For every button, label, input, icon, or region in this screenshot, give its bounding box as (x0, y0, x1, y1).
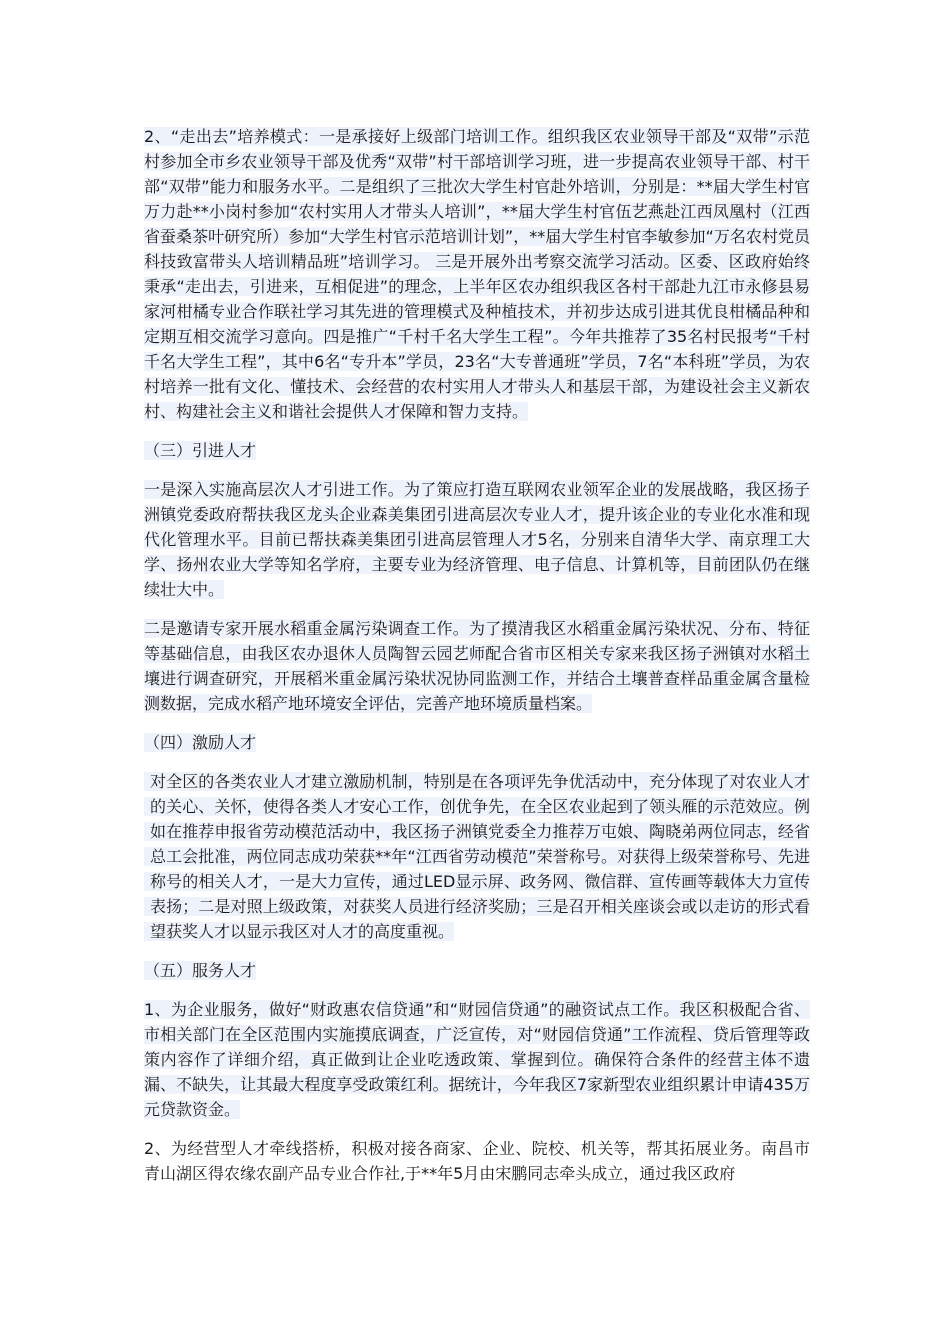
paragraph-training-model (144, 124, 810, 424)
paragraph-text: 2、“走出去”培养模式：一是承接好上级部门培训工作。组织我区农业领导干部及“双带”示范村参加全市乡农业领导干部及优秀“双带”村干部培训学习班，进一步提高农业领导干部、村干部“双带”能力和服务水平。二是组织了三批次大学生村官赴外培训，分别是：**届大学生村官万力赴**小岗村参加“农村实用人才带头人培训”，**届大学生村官伍艺燕赴江西凤凰村（江西省蚕桑茶叶研究所）参加“大学生村官示范培训计划”，**届大学生村官李敏参加“万名农村党员科技致富带头人培训精品班”培训学习。 三是开展外出考察交流学习活动。区委、区政府始终秉承“走出去，引进来，互相促进”的理念，上半年区农办组织我区各村干部赴九江市永修县易家河柑橘专业合作联社学习其先进的管理模式及种植技术，并初步达成引进其优良柑橘品种和定期互相交流学习意向。四是推广“千村千名大学生工程”。今年共推荐了35名村民报考“千村千名大学生工程”，其中6名“专升本”学员，23名“大专普通班”学员，7名“本科班”学员，为农村培养一批有文化、懂技术、会经营的农村实用人才带头人和基层干部，为建设社会主义新农村、构建社会主义和谐社会提供人才保障和智力支持。 (144, 127, 810, 421)
section-heading-motivate-talent (144, 730, 810, 755)
paragraph-text: 2、为经营型人才牵线搭桥，积极对接各商家、企业、院校、机关等，帮其拓展业务。南昌市青山湖区得农缘农副产品专业合作社,于**年5月由宋鹏同志牵头成立，通过我区政府 (144, 1139, 810, 1183)
section-heading-introduce-talent (144, 438, 810, 463)
document-page (144, 124, 810, 1200)
paragraph-text: 二是邀请专家开展水稻重金属污染调查工作。为了摸清我区水稻重金属污染状况、分布、特征等基础信息，由我区农办退休人员陶智云园艺师配合省市区相关专家来我区扬子洲镇对水稻土壤进行调查研究，开展稻米重金属污染状况协同监测工作，并结合土壤普查样品重金属含量检测数据，完成水稻产地环境安全评估，完善产地环境质量档案。 (144, 619, 810, 713)
paragraph-incentive-mechanism (144, 769, 810, 944)
paragraph-business-talent (144, 1136, 810, 1186)
paragraph-rice-pollution-survey (144, 616, 810, 716)
heading-text: （四）激励人才 (144, 733, 257, 752)
paragraph-text: 1、为企业服务，做好“财政惠农信贷通”和“财园信贷通”的融资试点工作。我区积极配合省、市相关部门在全区范围内实施摸底调查，广泛宣传，对“财园信贷通”工作流程、贷后管理等政策内容作了详细介绍，真正做到让企业吃透政策、掌握到位。确保符合条件的经营主体不遗漏、不缺失，让其最大程度享受政策红利。据统计，今年我区7家新型农业组织累计申请435万元贷款资金。 (144, 1000, 810, 1119)
section-heading-serve-talent (144, 958, 810, 983)
heading-text: （三）引进人才 (144, 441, 257, 460)
paragraph-enterprise-service (144, 997, 810, 1122)
paragraph-text: 对全区的各类农业人才建立激励机制，特别是在各项评先争优活动中，充分体现了对农业人才的关心、关怀，使得各类人才安心工作，创优争先，在全区农业起到了领头雁的示范效应。例如在推荐申报省劳动模范活动中，我区扬子洲镇党委全力推荐万屯娘、陶晓弟两位同志，经省总工会批准，两位同志成功荣获**年“江西省劳动模范”荣誉称号。对获得上级荣誉称号、先进称号的相关人才，一是大力宣传，通过LED显示屏、政务网、微信群、宣传画等载体大力宣传表扬；二是对照上级政策，对获奖人员进行经济奖励；三是召开相关座谈会或以走访的形式看望获奖人才以显示我区对人才的高度重视。 (144, 772, 810, 941)
heading-text: （五）服务人才 (144, 961, 257, 980)
paragraph-high-level-talent (144, 477, 810, 602)
paragraph-text: 一是深入实施高层次人才引进工作。为了策应打造互联网农业领军企业的发展战略，我区扬子洲镇党委政府帮扶我区龙头企业森美集团引进高层次专业人才，提升该企业的专业化水准和现代化管理水平。目前已帮扶森美集团引进高层管理人才5名，分别来自清华大学、南京理工大学、扬州农业大学等知名学府，主要专业为经济管理、电子信息、计算机等，目前团队仍在继续壮大中。 (144, 480, 810, 599)
